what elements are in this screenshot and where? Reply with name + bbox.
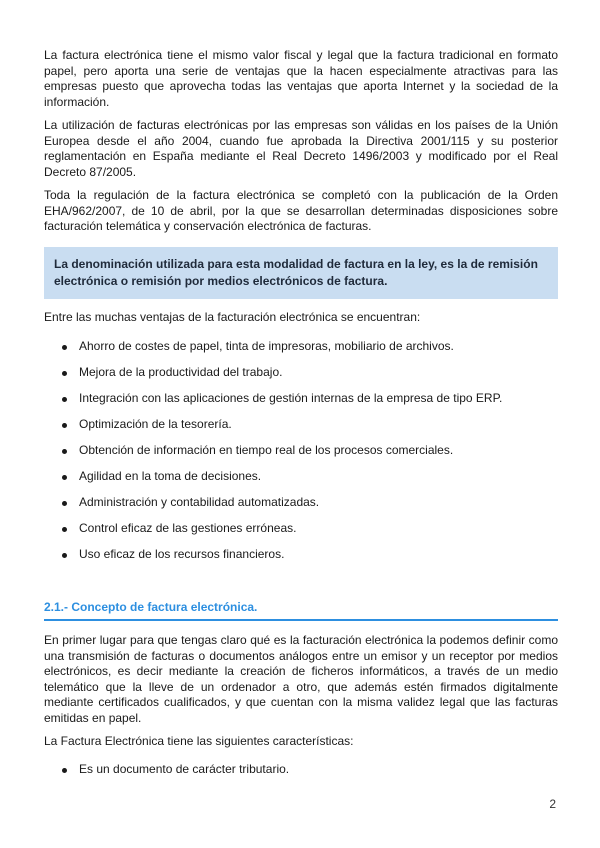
list-item <box>44 547 558 562</box>
list-item <box>44 391 558 406</box>
bullet-icon <box>62 423 67 428</box>
intro-paragraph-3: Toda la regulación de la factura electrónica se completó con la publicación de la Orden EHA/962/2007, de 10 de abril, por la que se desarrollan determinadas disposiciones sobre facturación telemática y conservación electrónica de facturas. <box>44 188 558 233</box>
bullet-icon <box>62 345 67 350</box>
intro-paragraph-2: La utilización de facturas electrónicas por las empresas son válidas en los países de la Unión Europea desde el año 2004, cuando fue aprobada la Directiva 2001/115 y su posterior reglamentación en España mediante el Real Decreto 1496/2003 y modificado por el Real Decreto 87/2005. <box>44 118 558 179</box>
list-item-text: Integración con las aplicaciones de gestión internas de la empresa de tipo ERP. <box>79 391 503 405</box>
section-paragraph-1: En primer lugar para que tengas claro qué es la facturación electrónica la podemos definir como una transmisión de facturas o documentos análogos entre un emisor y un receptor por medios electrónicos, es decir mediante la creación de ficheros informáticos, a través de un medio telemático que la lleve de un ordenador a otro, que además estén firmados digitalmente mediante certificados cualificados, y que cuentan con la misma validez legal que las facturas emitidas en papel. <box>44 633 558 725</box>
bullet-icon <box>62 371 67 376</box>
list-item <box>44 521 558 536</box>
list-item-text: Optimización de la tesorería. <box>79 417 232 431</box>
list-item-text: Es un documento de carácter tributario. <box>79 761 290 776</box>
bullet-icon <box>62 768 67 773</box>
section-title: 2.1.- Concepto de factura electrónica. <box>44 600 258 614</box>
intro-paragraph-1: La factura electrónica tiene el mismo valor fiscal y legal que la factura tradicional en formato papel, pero aporta una serie de ventajas que la hacen especialmente atractivas para las empresas puesto que aprovecha todas las ventajas que aporta Internet y la sociedad de la información. <box>44 48 558 109</box>
bullet-icon <box>62 397 67 402</box>
list-item-text: Administración y contabilidad automatizadas. <box>79 495 320 509</box>
advantages-intro: Entre las muchas ventajas de la facturación electrónica se encuentran: <box>44 309 421 324</box>
list-item <box>44 365 558 380</box>
characteristics-list <box>44 762 558 777</box>
bullet-icon <box>62 553 67 558</box>
list-item-text: Agilidad en la toma de decisiones. <box>79 469 262 483</box>
list-item-text: Mejora de la productividad del trabajo. <box>79 365 283 379</box>
section-header <box>44 599 558 621</box>
bullet-icon <box>62 449 67 454</box>
bullet-icon <box>62 527 67 532</box>
list-item-text: Ahorro de costes de papel, tinta de impresoras, mobiliario de archivos. <box>79 339 454 353</box>
list-item <box>44 495 558 510</box>
advantages-list <box>44 339 558 562</box>
bullet-icon <box>62 475 67 480</box>
list-item-text: Obtención de información en tiempo real de los procesos comerciales. <box>79 443 454 457</box>
list-item <box>44 417 558 432</box>
page-number: 2 <box>549 797 556 811</box>
list-item-text: Control eficaz de las gestiones erróneas. <box>79 521 297 535</box>
list-item <box>44 762 558 777</box>
list-item <box>44 443 558 458</box>
document-page <box>44 48 558 788</box>
list-item <box>44 469 558 484</box>
callout-box: La denominación utilizada para esta modalidad de factura en la ley, es la de remisión electrónica o remisión por medios electrónicos de factura. <box>44 247 558 299</box>
list-item-text: Uso eficaz de los recursos financieros. <box>79 547 285 561</box>
section-paragraph-2: La Factura Electrónica tiene las siguientes características: <box>44 734 354 748</box>
list-item <box>44 339 558 354</box>
bullet-icon <box>62 501 67 506</box>
